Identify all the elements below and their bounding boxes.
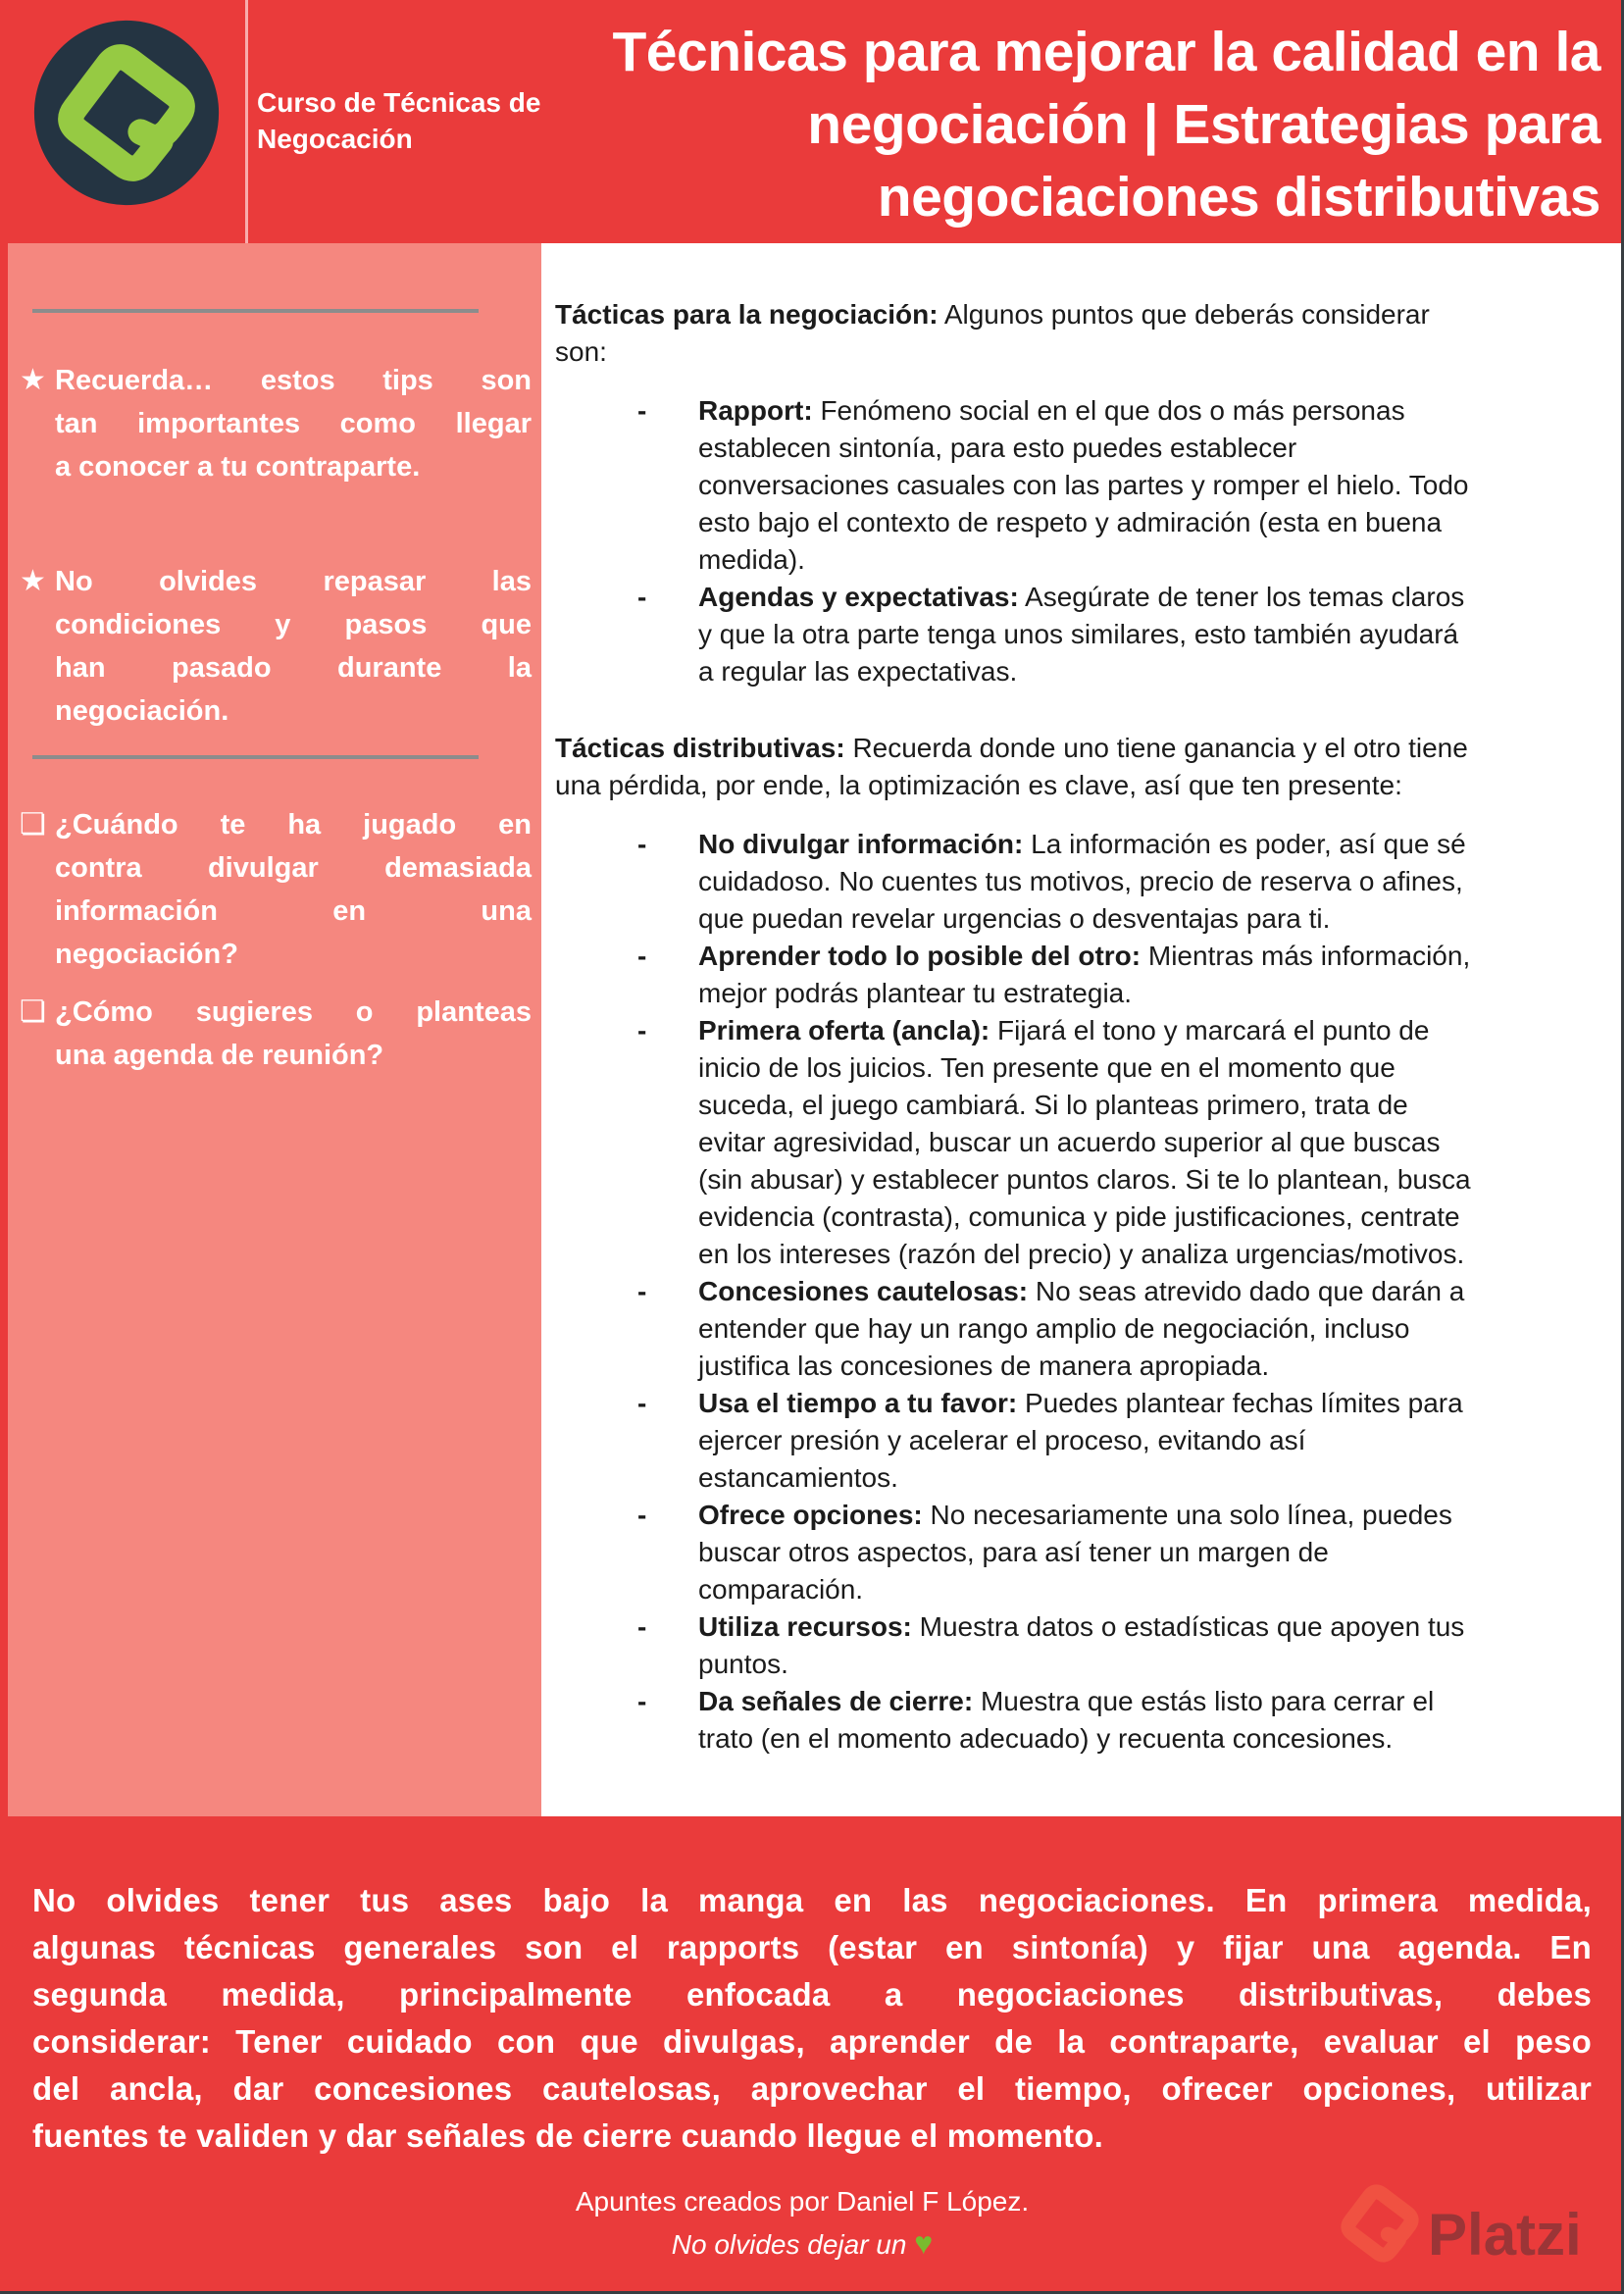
checkbox-icon: ❏ <box>20 808 46 841</box>
summary-text <box>32 1877 1592 2160</box>
list-item <box>555 1385 1479 1497</box>
item-text: No necesariamente una solo línea, puedes buscar otros aspectos, para así tener un margen de comparación. <box>698 1500 1452 1605</box>
summary-line: segunda medida, principalmente enfocada a negociaciones distributivas, debes <box>32 1976 1592 2013</box>
footer-cta-text: No olvides dejar un <box>671 2229 907 2260</box>
dash-bullet: - <box>637 582 647 612</box>
dash-bullet: - <box>637 941 647 971</box>
item-lead: Primera oferta (ancla): <box>698 1015 990 1045</box>
summary-line: considerar: Tener cuidado con que divulgas, aprender de la contraparte, evaluar el peso <box>32 2023 1592 2060</box>
page-title: Técnicas para mejorar la calidad en la negociación | Estrategias para negociaciones distributivas <box>612 21 1600 229</box>
question-line: ¿Cuándo te ha jugado en <box>55 809 532 841</box>
dash-bullet: - <box>637 1686 647 1716</box>
list-item <box>555 579 1479 690</box>
star-icon: ★ <box>20 364 46 396</box>
list-item <box>555 1683 1479 1758</box>
sidebar-tip <box>8 359 541 488</box>
sidebar-divider-top <box>32 309 479 313</box>
summary-line: algunas técnicas generales son el rapports (estar en sintonía) y fijar una agenda. En <box>32 1929 1592 1965</box>
item-lead: No divulgar información: <box>698 829 1024 859</box>
summary-line: No olvides tener tus ases bajo la manga en las negociaciones. En primera medida, <box>32 1882 1592 1918</box>
section-text: Algunos puntos que deberás considerar son: <box>555 299 1430 367</box>
item-lead: Rapport: <box>698 395 813 426</box>
item-lead: Concesiones cautelosas: <box>698 1276 1029 1306</box>
list-item-body <box>698 392 1479 579</box>
green-heart-icon: ♥ <box>914 2225 934 2261</box>
sidebar-question <box>8 803 541 976</box>
list-item <box>555 1497 1479 1608</box>
dash-bullet: - <box>637 1388 647 1418</box>
dash-bullet: - <box>637 1276 647 1306</box>
sidebar-tip-text <box>55 359 532 488</box>
question-line: información en una <box>55 895 532 927</box>
header <box>0 0 1624 243</box>
list-item-body <box>698 1273 1479 1385</box>
section-lead: Tácticas distributivas: <box>555 733 845 763</box>
sidebar <box>8 243 541 1816</box>
platzi-logo-svg <box>31 18 222 208</box>
item-lead: Usa el tiempo a tu favor: <box>698 1388 1018 1418</box>
list-item <box>555 938 1479 1012</box>
sidebar-question-text <box>55 991 532 1077</box>
item-lead: Utiliza recursos: <box>698 1611 912 1642</box>
dash-bullet: - <box>637 1611 647 1642</box>
dash-bullet: - <box>637 395 647 426</box>
author-credit: Apuntes creados por Daniel F López. <box>575 2186 1030 2217</box>
list-item <box>555 826 1479 938</box>
tip-line: han pasado durante la <box>55 652 532 684</box>
tip-line: negociación. <box>55 695 229 727</box>
question-line: ¿Cómo sugieres o planteas <box>55 996 532 1028</box>
list-item <box>555 1012 1479 1273</box>
checkbox-icon: ❏ <box>20 995 46 1028</box>
list-item-body <box>698 1012 1479 1273</box>
list-item <box>555 1273 1479 1385</box>
item-text: Asegúrate de tener los temas claros y que la otra parte tenga unos similares, esto también ayudará a regular las expectativas. <box>698 582 1465 687</box>
item-text: Muestra datos o estadísticas que apoyen tus puntos. <box>698 1611 1465 1679</box>
section-text: Recuerda donde uno tiene ganancia y el otro tiene una pérdida, por ende, la optimización es clave, así que ten presente: <box>555 733 1468 800</box>
item-lead: Ofrece opciones: <box>698 1500 923 1530</box>
item-lead: Agendas y expectativas: <box>698 582 1019 612</box>
platzi-logo-icon <box>31 18 222 208</box>
sidebar-divider-bottom <box>32 755 479 759</box>
item-text: Muestra que estás listo para cerrar el trato (en el momento adecuado) y recuenta concesiones. <box>698 1686 1435 1754</box>
tactics-list <box>555 392 1479 690</box>
item-text: Puedes plantear fechas límites para ejercer presión y acelerar el proceso, evitando así estancamientos. <box>698 1388 1463 1493</box>
list-item-body <box>698 1385 1479 1497</box>
tip-line: a conocer a tu contraparte. <box>55 451 421 483</box>
item-lead: Da señales de cierre: <box>698 1686 974 1716</box>
platzi-watermark <box>1326 2169 1624 2282</box>
header-divider <box>245 0 248 243</box>
item-lead: Aprender todo lo posible del otro: <box>698 941 1142 971</box>
summary-line: fuentes te validen y dar señales de cierre cuando llegue el momento. <box>32 2117 1103 2154</box>
list-item <box>555 392 1479 579</box>
section-heading <box>555 296 1479 371</box>
sidebar-tip <box>8 560 541 733</box>
list-item-body <box>698 579 1479 690</box>
item-text: Fijará el tono y marcará el punto de inicio de los juicios. Ten presente que en el momento que suceda, el juego cambiará. Si lo planteas primero, trata de evitar agresividad, buscar un acuerdo superior al que buscas (sin abusar) y establecer puntos claros. Si te lo plantean, busca evidencia (contrasta), comunica y pide justificaciones, centrate en los intereses (razón del precio) y analiza urgencias/motivos. <box>698 1015 1471 1269</box>
sidebar-question <box>8 991 541 1077</box>
star-icon: ★ <box>20 565 46 597</box>
dash-bullet: - <box>637 1500 647 1530</box>
list-item <box>555 1608 1479 1683</box>
distributive-tactics-list <box>555 826 1479 1758</box>
platzi-watermark-text: Platzi <box>1428 2202 1582 2268</box>
list-item-body <box>698 1497 1479 1608</box>
list-item-body <box>698 938 1479 1012</box>
tip-line: No olvides repasar las <box>55 566 532 597</box>
list-item-body <box>698 826 1479 938</box>
section-heading <box>555 730 1479 804</box>
list-item-body <box>698 1683 1479 1758</box>
question-line: una agenda de reunión? <box>55 1040 384 1071</box>
tip-line: condiciones y pasos que <box>55 609 532 640</box>
main-content <box>541 243 1624 1816</box>
item-text: La información es poder, así que sé cuidadoso. No cuentes tus motivos, precio de reserva o afines, que puedan revelar urgencias o desventajas para ti. <box>698 829 1466 934</box>
course-label: Curso de Técnicas de Negocación <box>257 87 541 154</box>
sidebar-tip-text <box>55 560 532 733</box>
dash-bullet: - <box>637 1015 647 1045</box>
item-text: Mientras más información, mejor podrás plantear tu estrategia. <box>698 941 1471 1008</box>
sidebar-question-text <box>55 803 532 976</box>
question-line: contra divulgar demasiada <box>55 852 532 884</box>
section-lead: Tácticas para la negociación: <box>555 299 939 330</box>
dash-bullet: - <box>637 829 647 859</box>
tip-line: Recuerda… estos tips son <box>55 365 532 396</box>
summary-line: del ancla, dar concesiones cautelosas, aprovechar el tiempo, ofrecer opciones, utilizar <box>32 2070 1592 2107</box>
question-line: negociación? <box>55 939 238 970</box>
item-text: Fenómeno social en el que dos o más personas establecen sintonía, para esto puedes establecer conversaciones casuales con las partes y romper el hielo. Todo esto bajo el contexto de respeto y admiración (esta en buena medida). <box>698 395 1469 575</box>
platzi-watermark-icon <box>1326 2169 1434 2277</box>
list-item-body <box>698 1608 1479 1683</box>
item-text: No seas atrevido dado que darán a entender que hay un rango amplio de negociación, incluso justifica las concesiones de manera apropiada. <box>698 1276 1465 1381</box>
tip-line: tan importantes como llegar <box>55 408 532 439</box>
